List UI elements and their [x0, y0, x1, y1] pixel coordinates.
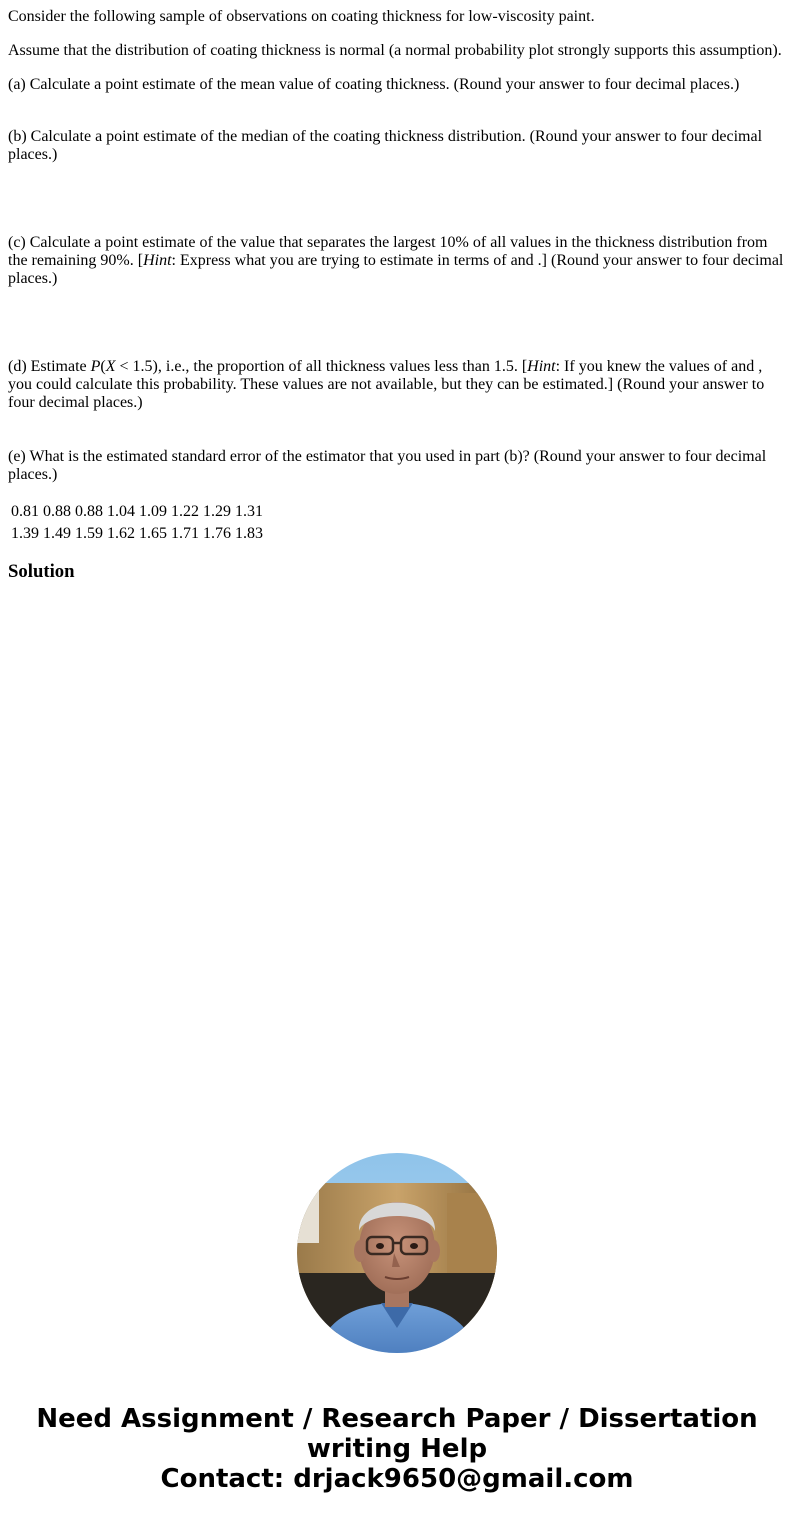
part-d-open-paren: (	[100, 358, 106, 375]
table-cell: 1.09	[139, 503, 167, 520]
table-cell: 1.65	[139, 525, 167, 542]
question-part-b: (b) Calculate a point estimate of the median of the coating thickness distribution. (Round your answer to four decimal places.)	[8, 128, 763, 163]
table-cell: 1.29	[203, 503, 231, 520]
table-cell: 1.31	[235, 503, 263, 520]
promo-contact: Contact: drjack9650@gmail.com	[160, 1464, 634, 1494]
tutor-avatar	[297, 1153, 497, 1353]
part-c-hint-word: Hint	[143, 252, 172, 269]
question-intro: Consider the following sample of observations on coating thickness for low-viscosity paint.	[8, 8, 595, 25]
table-cell: 1.71	[171, 525, 199, 542]
table-cell: 1.49	[43, 525, 71, 542]
question-part-d	[8, 358, 786, 412]
part-c-text-1: (c) Calculate a point estimate of the value that separates the largest 10% of all values in the thickness distribution from the remaining 90%. [	[8, 234, 768, 269]
part-d-prefix: (d) Estimate	[8, 358, 91, 375]
table-row	[10, 524, 264, 544]
promo-banner	[0, 1404, 794, 1494]
table-cell: 1.62	[107, 525, 135, 542]
question-assumption: Assume that the distribution of coating thickness is normal (a normal probability plot strongly supports this assumption).	[8, 42, 782, 59]
question-part-c	[8, 234, 786, 288]
table-cell: 1.76	[203, 525, 231, 542]
question-part-a: (a) Calculate a point estimate of the mean value of coating thickness. (Round your answer to four decimal places.)	[8, 76, 740, 93]
table-cell: 1.39	[11, 525, 39, 542]
part-c-text-2: : Express what you are trying to estimate in terms of and .] (Round your answer to four decimal places.)	[8, 252, 784, 287]
part-d-after-hint: : If you knew the values of and , you could calculate this probability. These values are not available, but they can be estimated.] (Round your answer to four decimal places.)	[8, 358, 765, 411]
table-row	[10, 502, 264, 522]
solution-heading: Solution	[8, 561, 75, 582]
part-d-hint-word: Hint	[527, 358, 556, 375]
table-cell: 1.59	[75, 525, 103, 542]
thickness-data-table	[8, 500, 266, 546]
tutor-portrait-image	[297, 1153, 497, 1353]
table-cell: 0.88	[75, 503, 103, 520]
part-d-p-symbol: P	[90, 358, 101, 375]
table-cell: 1.22	[171, 503, 199, 520]
table-cell: 0.88	[43, 503, 71, 520]
promo-line-1: Need Assignment / Research Paper / Dissertation	[36, 1404, 758, 1434]
table-cell: 1.04	[107, 503, 135, 520]
question-part-e: (e) What is the estimated standard error of the estimator that you used in part (b)? (Round your answer to four decimal places.)	[8, 448, 767, 483]
table-cell: 1.83	[235, 525, 263, 542]
part-d-x-symbol: X	[105, 358, 116, 375]
part-d-middle: < 1.5), i.e., the proportion of all thickness values less than 1.5. [	[115, 358, 528, 375]
promo-line-2: writing Help	[306, 1434, 488, 1464]
table-cell: 0.81	[11, 503, 39, 520]
